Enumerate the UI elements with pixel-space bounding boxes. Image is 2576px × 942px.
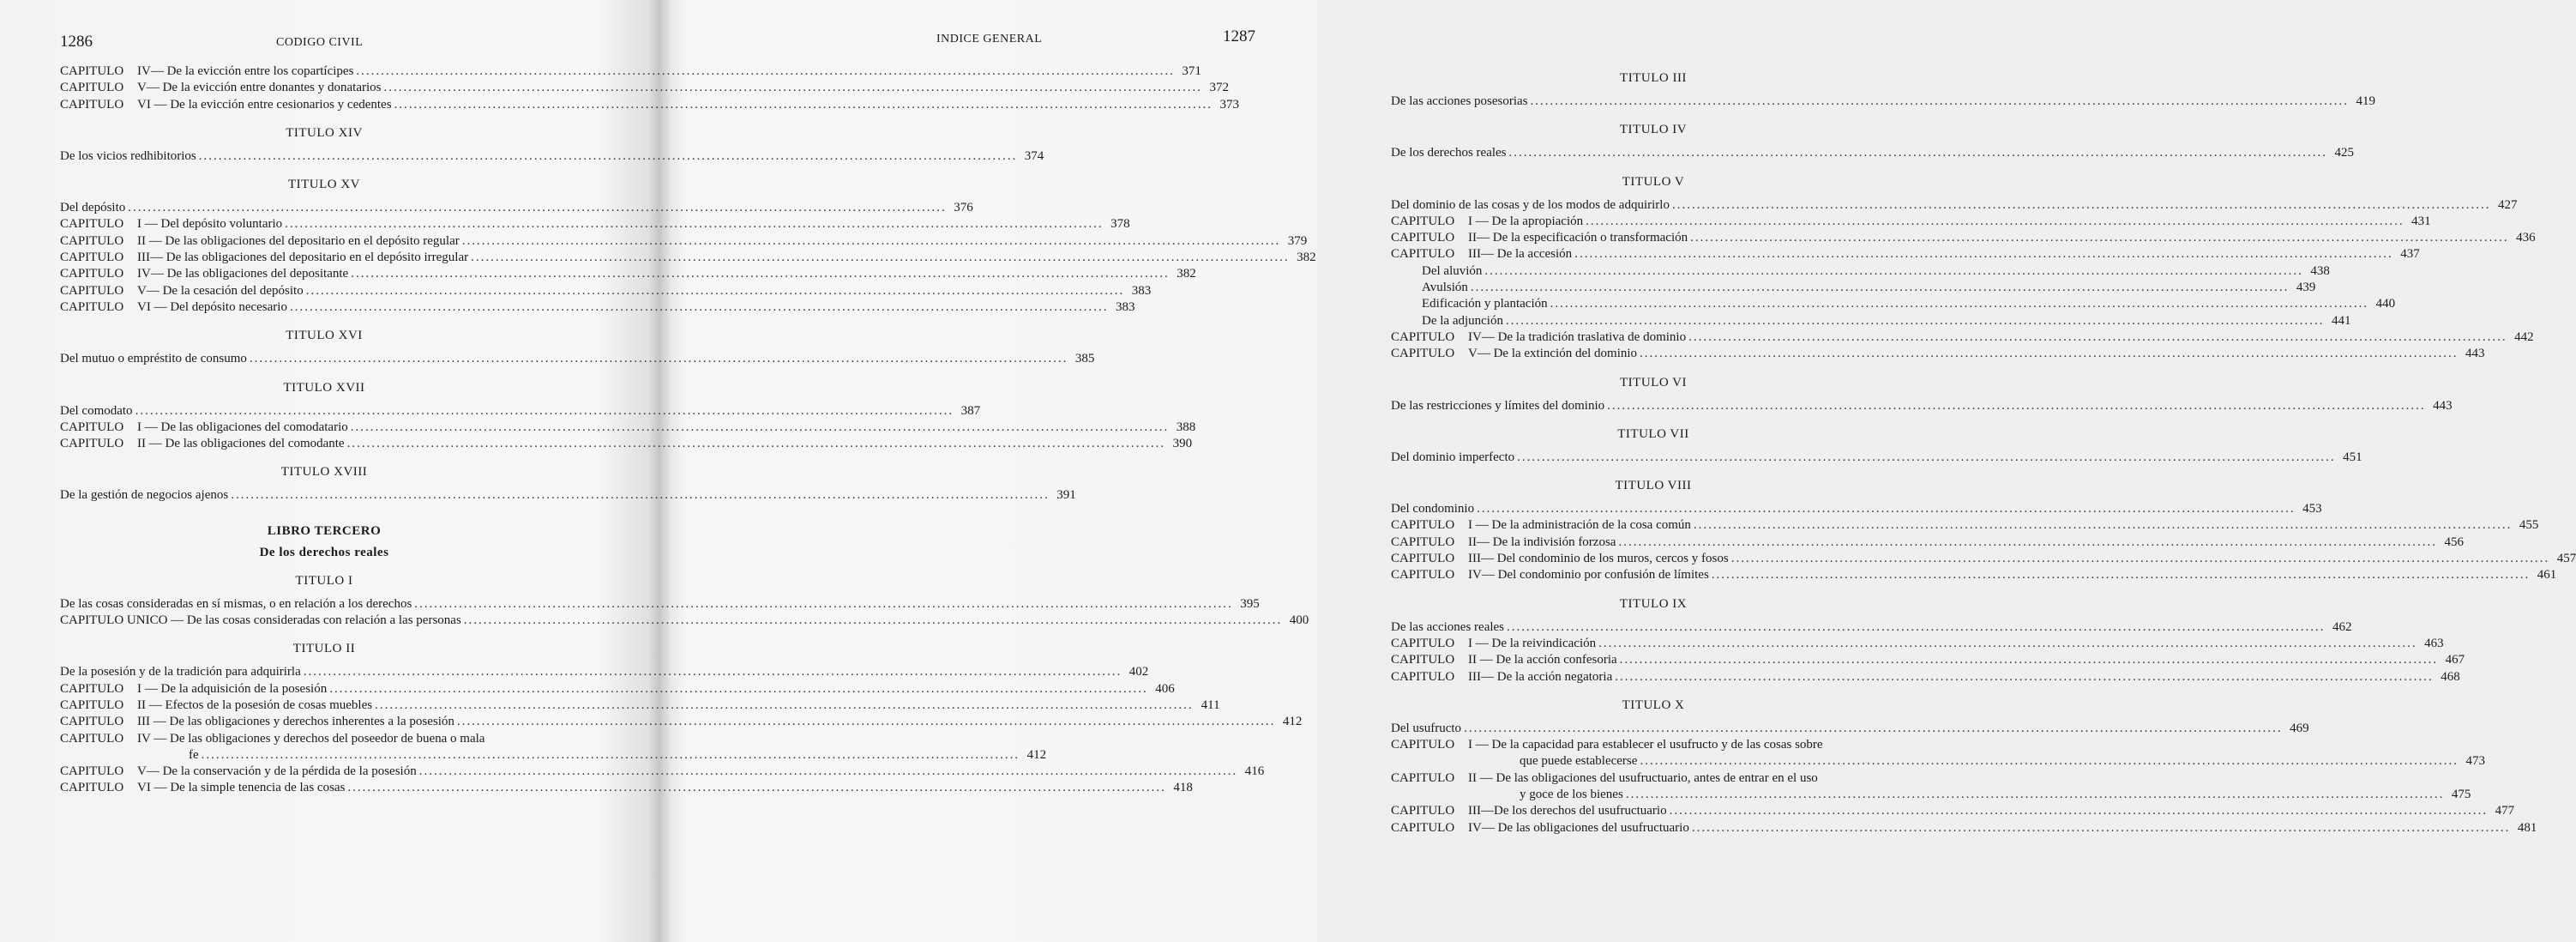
- entry-title: II — De las obligaciones del comodante: [137, 437, 345, 451]
- page-ref: 412: [1026, 747, 1047, 762]
- toc-entry: [60, 97, 1240, 113]
- toc-entry: [1391, 280, 2316, 296]
- chapter-label: CAPITULO: [60, 267, 124, 281]
- entry-title: Del condominio: [1391, 502, 1475, 516]
- page-ref: 372: [1209, 81, 1229, 95]
- toc-entry: [60, 436, 1193, 452]
- entry-title: IV— Del condominio por confusión de límites: [1468, 568, 1709, 583]
- dot-leader: [1477, 501, 2296, 517]
- page-ref: 387: [960, 403, 981, 418]
- page-ref: 385: [1074, 352, 1095, 366]
- page-ref: 457: [2556, 552, 2576, 566]
- right-page: [659, 0, 2576, 942]
- toc-entry: [60, 403, 981, 420]
- entry-title: VI — Del depósito necesario: [137, 299, 287, 314]
- toc-column-right: [1391, 58, 2576, 836]
- page-ref: 442: [2514, 329, 2534, 344]
- page-number: 1286: [60, 33, 93, 51]
- entry-title: V— De la evicción entre donantes y donatarios: [137, 81, 382, 95]
- toc-entry: [1391, 214, 2431, 230]
- page-ref: 383: [1115, 299, 1135, 314]
- entry-title: II — De la acción confesoria: [1468, 653, 1617, 667]
- entry-title: I — De la reivindicación: [1468, 636, 1597, 650]
- page-ref: 427: [2497, 197, 2518, 212]
- toc-entry: [1391, 450, 2362, 466]
- dot-leader: [1464, 721, 2283, 737]
- toc-entry: [1391, 296, 2396, 312]
- section-heading: TITULO II: [292, 642, 356, 656]
- page-ref: 379: [1287, 233, 1308, 248]
- section-heading: TITULO VII: [1617, 426, 1689, 441]
- page-ref: 453: [2302, 502, 2322, 516]
- chapter-label: CAPITULO: [1391, 804, 1455, 818]
- toc-column-left: [60, 63, 1316, 797]
- dot-leader: [1574, 246, 2393, 263]
- toc-entry: [60, 487, 1076, 504]
- chapter-label: CAPITULO: [60, 251, 124, 265]
- chapter-label: CAPITULO: [1391, 568, 1455, 583]
- toc-entry: [1391, 567, 2557, 583]
- toc-entry: [60, 747, 1047, 764]
- entry-title: III — De las obligaciones y derechos inherentes a la posesión: [137, 715, 454, 729]
- toc-entry: [60, 664, 1149, 680]
- toc-entry: [60, 596, 1260, 613]
- entry-title: CAPITULO UNICO — De las cosas consideradas con relación a las personas: [60, 613, 461, 628]
- entry-title: I — Del depósito voluntario: [137, 217, 283, 232]
- dot-leader: [1607, 398, 2426, 414]
- entry-title: Del comodato: [60, 403, 133, 418]
- page-ref: 376: [954, 201, 973, 215]
- toc-entry: [60, 697, 1220, 714]
- page-ref: 412: [1282, 715, 1303, 729]
- page-ref: 395: [1240, 596, 1260, 611]
- dot-leader: [1506, 313, 2325, 329]
- section-heading: TITULO IX: [1619, 596, 1688, 611]
- page-ref: 373: [1219, 97, 1240, 112]
- page-ref: 461: [2537, 568, 2557, 583]
- chapter-label: CAPITULO: [1391, 534, 1455, 549]
- dot-leader: [1484, 263, 2303, 280]
- book-heading: De los derechos reales: [259, 545, 389, 559]
- toc-entry: [60, 351, 1095, 367]
- toc-entry: [60, 780, 1193, 796]
- chapter-label: CAPITULO: [60, 233, 124, 248]
- dot-leader: [1712, 567, 2531, 583]
- toc-entry: [1391, 770, 1916, 787]
- toc-entry: [60, 266, 1196, 282]
- page-ref: 383: [1131, 283, 1152, 298]
- dot-leader: [1620, 652, 2439, 668]
- page-ref: 436: [2516, 231, 2536, 245]
- chapter-label: CAPITULO: [60, 715, 124, 729]
- page-ref: 440: [2375, 297, 2396, 311]
- dot-leader: [1692, 820, 2511, 836]
- chapter-label: CAPITULO: [1391, 518, 1455, 533]
- page-ref: 382: [1177, 267, 1196, 281]
- toc-entry: [60, 613, 1309, 629]
- page-ref: 371: [1182, 64, 1201, 78]
- entry-title: Del dominio de las cosas y de los modos de adquirirlo: [1391, 197, 1670, 212]
- toc-entry: [60, 200, 973, 216]
- entry-title: De los vicios redhibitorios: [60, 148, 196, 163]
- entry-title: I — De la capacidad para establecer el usufructo y de las cosas sobre: [1468, 738, 1823, 752]
- page-ref: 467: [2445, 653, 2465, 667]
- dot-leader: [1690, 230, 2509, 246]
- page-ref: 469: [2290, 721, 2309, 735]
- entry-title: Del aluvión: [1422, 263, 1483, 278]
- toc-entry: [1391, 329, 2534, 346]
- entry-title: V— De la cesación del depósito: [137, 283, 304, 298]
- toc-entry: [1391, 737, 1916, 753]
- entry-title: Del dominio imperfecto: [1391, 450, 1515, 464]
- chapter-label: CAPITULO: [60, 781, 124, 795]
- chapter-label: CAPITULO: [1391, 329, 1455, 344]
- chapter-label: CAPITULO: [1391, 669, 1455, 684]
- dot-leader: [1670, 803, 2489, 819]
- section-heading: TITULO V: [1622, 174, 1685, 189]
- entry-title: Avulsión: [1422, 281, 1468, 295]
- entry-title: I — De las obligaciones del comodatario: [137, 420, 348, 434]
- toc-entry: [1391, 753, 2485, 770]
- toc-entry: [60, 63, 1201, 80]
- dot-leader: [1517, 450, 2336, 466]
- page-ref: 456: [2444, 534, 2464, 549]
- dot-leader: [1531, 94, 2350, 110]
- dot-leader: [1615, 669, 2434, 685]
- dot-leader: [1640, 346, 2459, 362]
- page-ref: 451: [2343, 450, 2362, 464]
- dot-leader: [1688, 329, 2507, 346]
- page-ref: 419: [2356, 94, 2376, 108]
- entry-title: II— De la indivisión forzosa: [1468, 534, 1616, 549]
- toc-entry: [1391, 263, 2330, 280]
- entry-title: De las acciones reales: [1391, 619, 1505, 634]
- section-heading: TITULO XVIII: [280, 465, 368, 480]
- entry-title: IV— De las obligaciones del depositante: [137, 267, 349, 281]
- page-ref: 382: [1297, 251, 1316, 265]
- toc-entry: [1391, 313, 2351, 329]
- toc-entry: [60, 299, 1135, 316]
- chapter-label: CAPITULO: [1391, 770, 1455, 785]
- running-head: CODIGO CIVIL: [276, 36, 364, 49]
- page-ref: 402: [1129, 665, 1149, 679]
- chapter-label: CAPITULO: [60, 437, 124, 451]
- toc-entry: [60, 148, 1044, 165]
- entry-title: que puede establecerse: [1520, 754, 1638, 769]
- page-ref: 438: [2310, 263, 2330, 278]
- chapter-label: CAPITULO: [1391, 636, 1455, 650]
- toc-entry: [60, 681, 1175, 697]
- dot-leader: [1586, 214, 2404, 230]
- page-ref: 437: [2400, 247, 2420, 262]
- page-ref: 441: [2331, 313, 2351, 328]
- entry-title: I — De la apropiación: [1468, 214, 1584, 228]
- page-ref: 400: [1289, 613, 1309, 628]
- toc-entry: [1391, 145, 2355, 161]
- dot-leader: [1507, 619, 2326, 636]
- entry-title: VI — De la evicción entre cesionarios y cedentes: [137, 97, 392, 112]
- chapter-label: CAPITULO: [1391, 738, 1455, 752]
- entry-title: Del usufructo: [1391, 721, 1462, 735]
- running-head: INDICE GENERAL: [936, 33, 1043, 45]
- toc-entry: [60, 420, 1196, 436]
- chapter-label: CAPITULO: [60, 299, 124, 314]
- entry-title: III— De la acción negatoria: [1468, 669, 1613, 684]
- page-ref: 475: [2451, 788, 2471, 802]
- book-heading: LIBRO TERCERO: [267, 523, 382, 538]
- chapter-label: CAPITULO: [60, 731, 124, 746]
- section-heading: TITULO XIV: [286, 125, 363, 140]
- toc-entry: [1391, 517, 2539, 534]
- dot-leader: [1471, 280, 2290, 296]
- entry-title: De las cosas consideradas en sí mismas, o en relación a los derechos: [60, 596, 412, 611]
- page-ref: 462: [2332, 619, 2352, 634]
- chapter-label: CAPITULO: [60, 420, 124, 434]
- entry-title: IV— De las obligaciones del usufructuario: [1468, 820, 1689, 835]
- section-heading: TITULO XVI: [286, 329, 363, 343]
- entry-title: V— De la conservación y de la pérdida de la posesión: [137, 764, 417, 779]
- toc-entry: [60, 283, 1152, 299]
- page-ref: 425: [2334, 146, 2355, 160]
- toc-entry: [1391, 721, 2309, 737]
- page-ref: 443: [2433, 398, 2453, 413]
- chapter-label: CAPITULO: [1391, 231, 1455, 245]
- section-heading: TITULO III: [1620, 71, 1687, 85]
- page-ref: 374: [1024, 148, 1044, 163]
- entry-title: III— Del condominio de los muros, cercos y fosos: [1468, 552, 1729, 566]
- chapter-label: CAPITULO: [1391, 552, 1455, 566]
- page-ref: 411: [1201, 697, 1220, 712]
- chapter-label: CAPITULO: [1391, 347, 1455, 361]
- dot-leader: [1626, 787, 2445, 803]
- toc-entry: [60, 233, 1308, 250]
- entry-title: Edificación y plantación: [1422, 297, 1548, 311]
- entry-title: III—De los derechos del usufructuario: [1468, 804, 1667, 818]
- dot-leader: [1618, 534, 2437, 551]
- page-ref: 477: [2495, 804, 2515, 818]
- section-heading: TITULO XV: [287, 178, 361, 192]
- page-ref: 463: [2424, 636, 2444, 650]
- entry-title: Del mutuo o empréstito de consumo: [60, 352, 247, 366]
- page-ref: 416: [1244, 764, 1265, 779]
- chapter-label: CAPITULO: [1391, 820, 1455, 835]
- dot-leader: [1640, 753, 2459, 770]
- chapter-label: CAPITULO: [60, 217, 124, 232]
- page-ref: 443: [2465, 347, 2485, 361]
- chapter-label: CAPITULO: [60, 97, 124, 112]
- chapter-label: CAPITULO: [60, 81, 124, 95]
- dot-leader: [1509, 145, 2328, 161]
- toc-entry: [1391, 534, 2464, 551]
- toc-entry: [60, 250, 1316, 266]
- toc-entry: [1391, 551, 2576, 567]
- toc-entry: [1391, 652, 2465, 668]
- chapter-label: CAPITULO: [1391, 214, 1455, 228]
- page-ref: 473: [2465, 754, 2485, 769]
- toc-entry: [1391, 346, 2485, 362]
- toc-entry: [60, 80, 1229, 96]
- page-ref: 481: [2517, 820, 2537, 835]
- entry-title: III— De la accesión: [1468, 247, 1573, 262]
- page-ref: 468: [2441, 669, 2460, 684]
- chapter-label: CAPITULO: [60, 697, 124, 712]
- toc-entry: [60, 216, 1130, 232]
- chapter-label: CAPITULO: [60, 764, 124, 779]
- toc-entry: [60, 731, 588, 747]
- entry-title: Del depósito: [60, 201, 126, 215]
- chapter-label: CAPITULO: [1391, 247, 1455, 262]
- page-ref: 378: [1110, 217, 1130, 232]
- toc-entry: [1391, 94, 2376, 110]
- entry-title: IV — De las obligaciones y derechos del poseedor de buena o mala: [137, 731, 485, 746]
- toc-entry: [60, 714, 1303, 730]
- toc-entry: [1391, 787, 2471, 803]
- entry-title: II — De las obligaciones del usufructuario, antes de entrar en el uso: [1468, 770, 1818, 785]
- toc-entry: [1391, 803, 2515, 819]
- chapter-label: CAPITULO: [60, 681, 124, 696]
- entry-title: V— De la extinción del dominio: [1468, 347, 1638, 361]
- entry-title: De los derechos reales: [1391, 146, 1507, 160]
- toc-entry: [1391, 501, 2322, 517]
- dot-leader: [1694, 517, 2513, 534]
- toc-entry: [1391, 246, 2420, 263]
- entry-title: II — De las obligaciones del depositario en el depósito regular: [137, 233, 460, 248]
- dot-leader: [1550, 296, 2369, 312]
- entry-title: VI — De la simple tenencia de las cosas: [137, 781, 346, 795]
- dot-leader: [1598, 636, 2417, 652]
- section-heading: TITULO XVII: [283, 380, 365, 395]
- toc-entry: [60, 764, 1265, 780]
- entry-title: fe: [189, 747, 199, 762]
- section-heading: TITULO VIII: [1615, 479, 1692, 493]
- section-heading: TITULO IV: [1619, 123, 1688, 137]
- page-ref: 388: [1176, 420, 1196, 434]
- chapter-label: CAPITULO: [60, 283, 124, 298]
- entry-title: I — De la administración de la cosa común: [1468, 518, 1691, 533]
- entry-title: III— De las obligaciones del depositario en el depósito irregular: [137, 251, 469, 265]
- section-heading: TITULO X: [1622, 697, 1685, 712]
- entry-title: De las restricciones y límites del dominio: [1391, 398, 1605, 413]
- entry-title: II— De la especificación o transformación: [1468, 231, 1688, 245]
- page-ref: 439: [2296, 281, 2316, 295]
- toc-entry: [1391, 636, 2444, 652]
- toc-entry: [1391, 230, 2536, 246]
- section-heading: TITULO VI: [1620, 375, 1687, 389]
- dot-leader: [1731, 551, 2550, 567]
- toc-entry: [1391, 197, 2518, 214]
- entry-title: I — De la adquisición de la posesión: [137, 681, 328, 696]
- chapter-label: CAPITULO: [60, 64, 124, 78]
- page-number: 1287: [1223, 27, 1255, 45]
- entry-title: De las acciones posesorias: [1391, 94, 1528, 108]
- entry-title: II — Efectos de la posesión de cosas muebles: [137, 697, 373, 712]
- entry-title: De la gestión de negocios ajenos: [60, 488, 229, 503]
- dot-leader: [1672, 197, 2491, 214]
- chapter-label: CAPITULO: [1391, 653, 1455, 667]
- toc-entry: [1391, 820, 2537, 836]
- page-ref: 418: [1173, 781, 1193, 795]
- toc-entry: [1391, 398, 2453, 414]
- entry-title: De la posesión y de la tradición para adquirirla: [60, 665, 301, 679]
- page-ref: 390: [1172, 437, 1193, 451]
- toc-entry: [1391, 619, 2352, 636]
- page-ref: 406: [1155, 681, 1175, 696]
- toc-entry: [1391, 669, 2460, 685]
- entry-title: IV— De la tradición traslativa de dominio: [1468, 329, 1687, 344]
- section-heading: TITULO I: [295, 573, 353, 588]
- entry-title: IV— De la evicción entre los copartícipes: [137, 64, 354, 78]
- entry-title: De la adjunción: [1422, 313, 1503, 328]
- entry-title: y goce de los bienes: [1520, 788, 1623, 802]
- page-ref: 455: [2519, 518, 2539, 533]
- page-ref: 391: [1056, 488, 1076, 503]
- page-ref: 431: [2411, 214, 2431, 228]
